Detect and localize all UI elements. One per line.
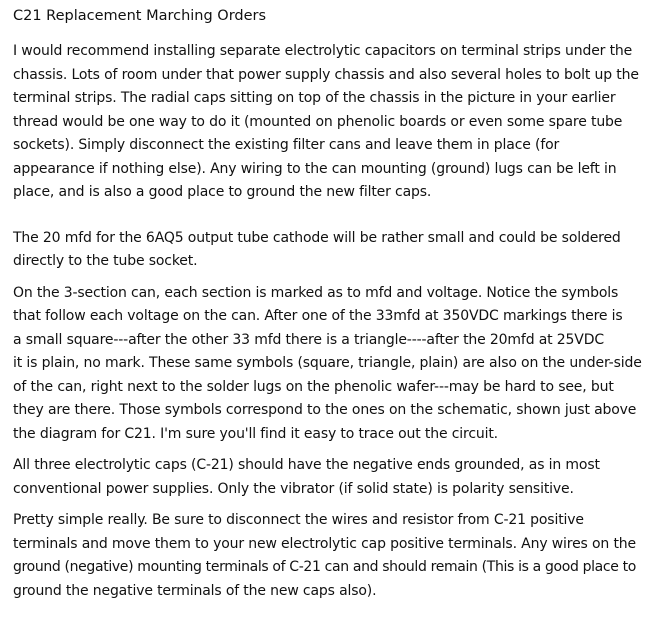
paragraph-installation	[13, 40, 643, 205]
text-line: they are there. Those symbols correspond to the ones on the schematic, shown just above	[13, 402, 637, 418]
text-line: that follow each voltage on the can. After one of the 33mfd at 350VDC markings there is	[13, 308, 623, 324]
text-line: the diagram for C21. I'm sure you'll find it easy to trace out the circuit.	[13, 425, 498, 442]
text-line: a small square---after the other 33 mfd there is a triangle----after the 20mfd at 25VDC	[13, 331, 604, 348]
text-line: terminal strips. The radial caps sitting on top of the chassis in the picture in your earlier	[13, 90, 616, 106]
text-line: All three electrolytic caps (C-21) should have the negative ends grounded, as in most	[13, 457, 600, 473]
text-line: The 20 mfd for the 6AQ5 output tube cathode will be rather small and could be soldered	[13, 229, 621, 246]
text-line: On the 3-section can, each section is marked as to mfd and voltage. Notice the symbols	[13, 284, 619, 301]
text-line: conventional power supplies. Only the vibrator (if solid state) is polarity sensitive.	[13, 480, 574, 497]
text-line: appearance if nothing else). Any wiring to the can mounting (ground) lugs can be left in	[13, 160, 617, 177]
paragraph-cathode-cap	[13, 227, 643, 274]
text-line: of the can, right next to the solder lugs on the phenolic wafer---may be hard to see, but	[13, 378, 614, 395]
document-title: C21 Replacement Marching Orders	[13, 8, 267, 24]
text-line: Pretty simple really. Be sure to disconnect the wires and resistor from C-21 positive	[13, 512, 584, 528]
text-line: chassis. Lots of room under that power supply chassis and also several holes to bolt up the	[13, 66, 639, 83]
paragraph-rewiring	[13, 509, 643, 603]
text-line: terminals and move them to your new electrolytic cap positive terminals. Any wires on the	[13, 535, 636, 552]
text-line: thread would be one way to do it (mounted on phenolic boards or even some spare tube	[13, 113, 623, 130]
text-line: ground (negative) mounting terminals of C-21 can and should remain (This is a good place to	[13, 559, 636, 575]
text-line: place, and is also a good place to ground the new filter caps.	[13, 184, 432, 200]
text-line: sockets). Simply disconnect the existing filter cans and leave them in place (for	[13, 137, 560, 153]
document	[13, 6, 643, 603]
text-line: I would recommend installing separate electrolytic capacitors on terminal strips under the	[13, 43, 633, 59]
text-line: it is plain, no mark. These same symbols (square, triangle, plain) are also on the under-side	[13, 355, 642, 371]
paragraph-grounding	[13, 454, 643, 501]
text-line: directly to the tube socket.	[13, 253, 198, 269]
text-line: ground the negative terminals of the new caps also).	[13, 582, 377, 599]
paragraph-section-markings	[13, 282, 643, 447]
